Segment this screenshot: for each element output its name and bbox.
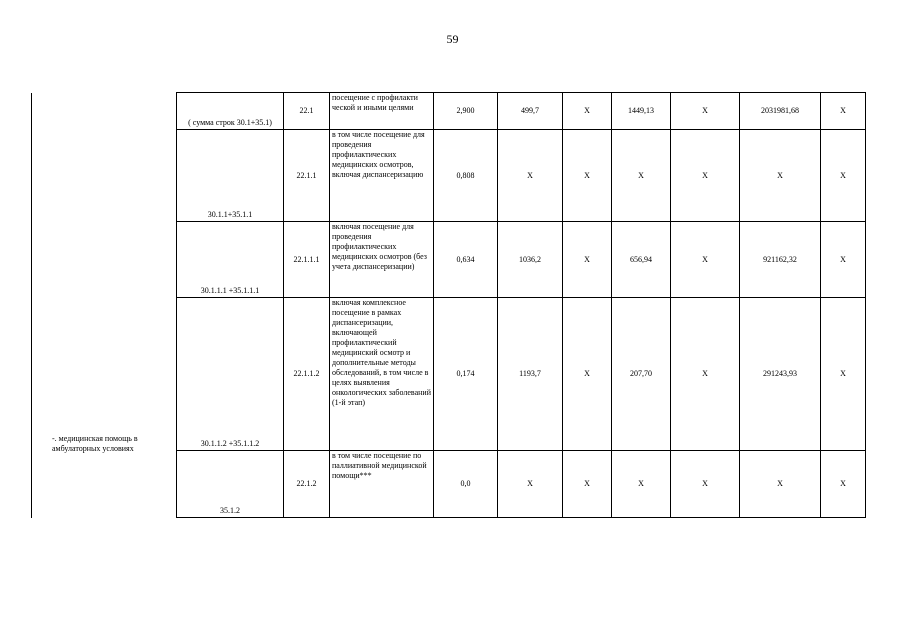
- source-cell: 30.1.1.2 +35.1.1.2: [177, 298, 284, 451]
- value-cell: 291243,93: [740, 298, 821, 451]
- value-cell: X: [821, 93, 866, 130]
- source-cell: ( сумма строк 30.1+35.1): [177, 93, 284, 130]
- value-cell: X: [498, 130, 563, 222]
- value-cell: 0,0: [434, 451, 498, 518]
- description-cell: в том числе посещение по паллиативной медицинской помощи***: [330, 451, 434, 518]
- value-cell: X: [821, 451, 866, 518]
- value-cell: 0,634: [434, 222, 498, 298]
- value-cell: X: [821, 222, 866, 298]
- value-cell: 656,94: [612, 222, 671, 298]
- value-cell: X: [563, 222, 612, 298]
- source-cell: 35.1.2: [177, 451, 284, 518]
- value-cell: X: [740, 130, 821, 222]
- value-cell: X: [612, 451, 671, 518]
- value-cell: 1036,2: [498, 222, 563, 298]
- value-cell: X: [740, 451, 821, 518]
- value-cell: X: [563, 451, 612, 518]
- value-cell: X: [612, 130, 671, 222]
- value-cell: X: [563, 130, 612, 222]
- value-cell: X: [563, 298, 612, 451]
- description-cell: в том числе посещение для проведения профилактических медицинских осмотров, включая диспансеризацию: [330, 130, 434, 222]
- value-cell: 2031981,68: [740, 93, 821, 130]
- value-cell: 207,70: [612, 298, 671, 451]
- value-cell: 1193,7: [498, 298, 563, 451]
- value-cell: X: [563, 93, 612, 130]
- value-cell: 2,900: [434, 93, 498, 130]
- value-cell: X: [671, 93, 740, 130]
- source-cell: 30.1.1+35.1.1: [177, 130, 284, 222]
- value-cell: X: [821, 298, 866, 451]
- code-cell: 22.1.1.2: [284, 298, 330, 451]
- value-cell: 0,174: [434, 298, 498, 451]
- value-cell: X: [821, 130, 866, 222]
- code-cell: 22.1: [284, 93, 330, 130]
- code-cell: 22.1.1.1: [284, 222, 330, 298]
- code-cell: 22.1.1: [284, 130, 330, 222]
- description-cell: включая посещение для проведения профилактических медицинских осмотров (без учета диспансеризации): [330, 222, 434, 298]
- value-cell: 1449,13: [612, 93, 671, 130]
- value-cell: X: [498, 451, 563, 518]
- value-cell: 0,808: [434, 130, 498, 222]
- code-cell: 22.1.2: [284, 451, 330, 518]
- description-cell: включая комплексное посещение в рамках диспансеризации, включающей профилактический медицинский осмотр и дополнительные методы обследований, в том числе в целях выявления онкологических заболеваний (1-й этап): [330, 298, 434, 451]
- value-cell: X: [671, 298, 740, 451]
- data-table: [31, 92, 866, 518]
- value-cell: X: [671, 130, 740, 222]
- value-cell: X: [671, 222, 740, 298]
- value-cell: X: [671, 451, 740, 518]
- table-row: [32, 93, 866, 130]
- value-cell: 499,7: [498, 93, 563, 130]
- category-cell: -. медицинская помощь в амбулаторных условиях: [32, 93, 177, 518]
- page-number: 59: [446, 32, 459, 46]
- value-cell: 921162,32: [740, 222, 821, 298]
- source-cell: 30.1.1.1 +35.1.1.1: [177, 222, 284, 298]
- description-cell: посещение с профилакти ческой и иными целями: [330, 93, 434, 130]
